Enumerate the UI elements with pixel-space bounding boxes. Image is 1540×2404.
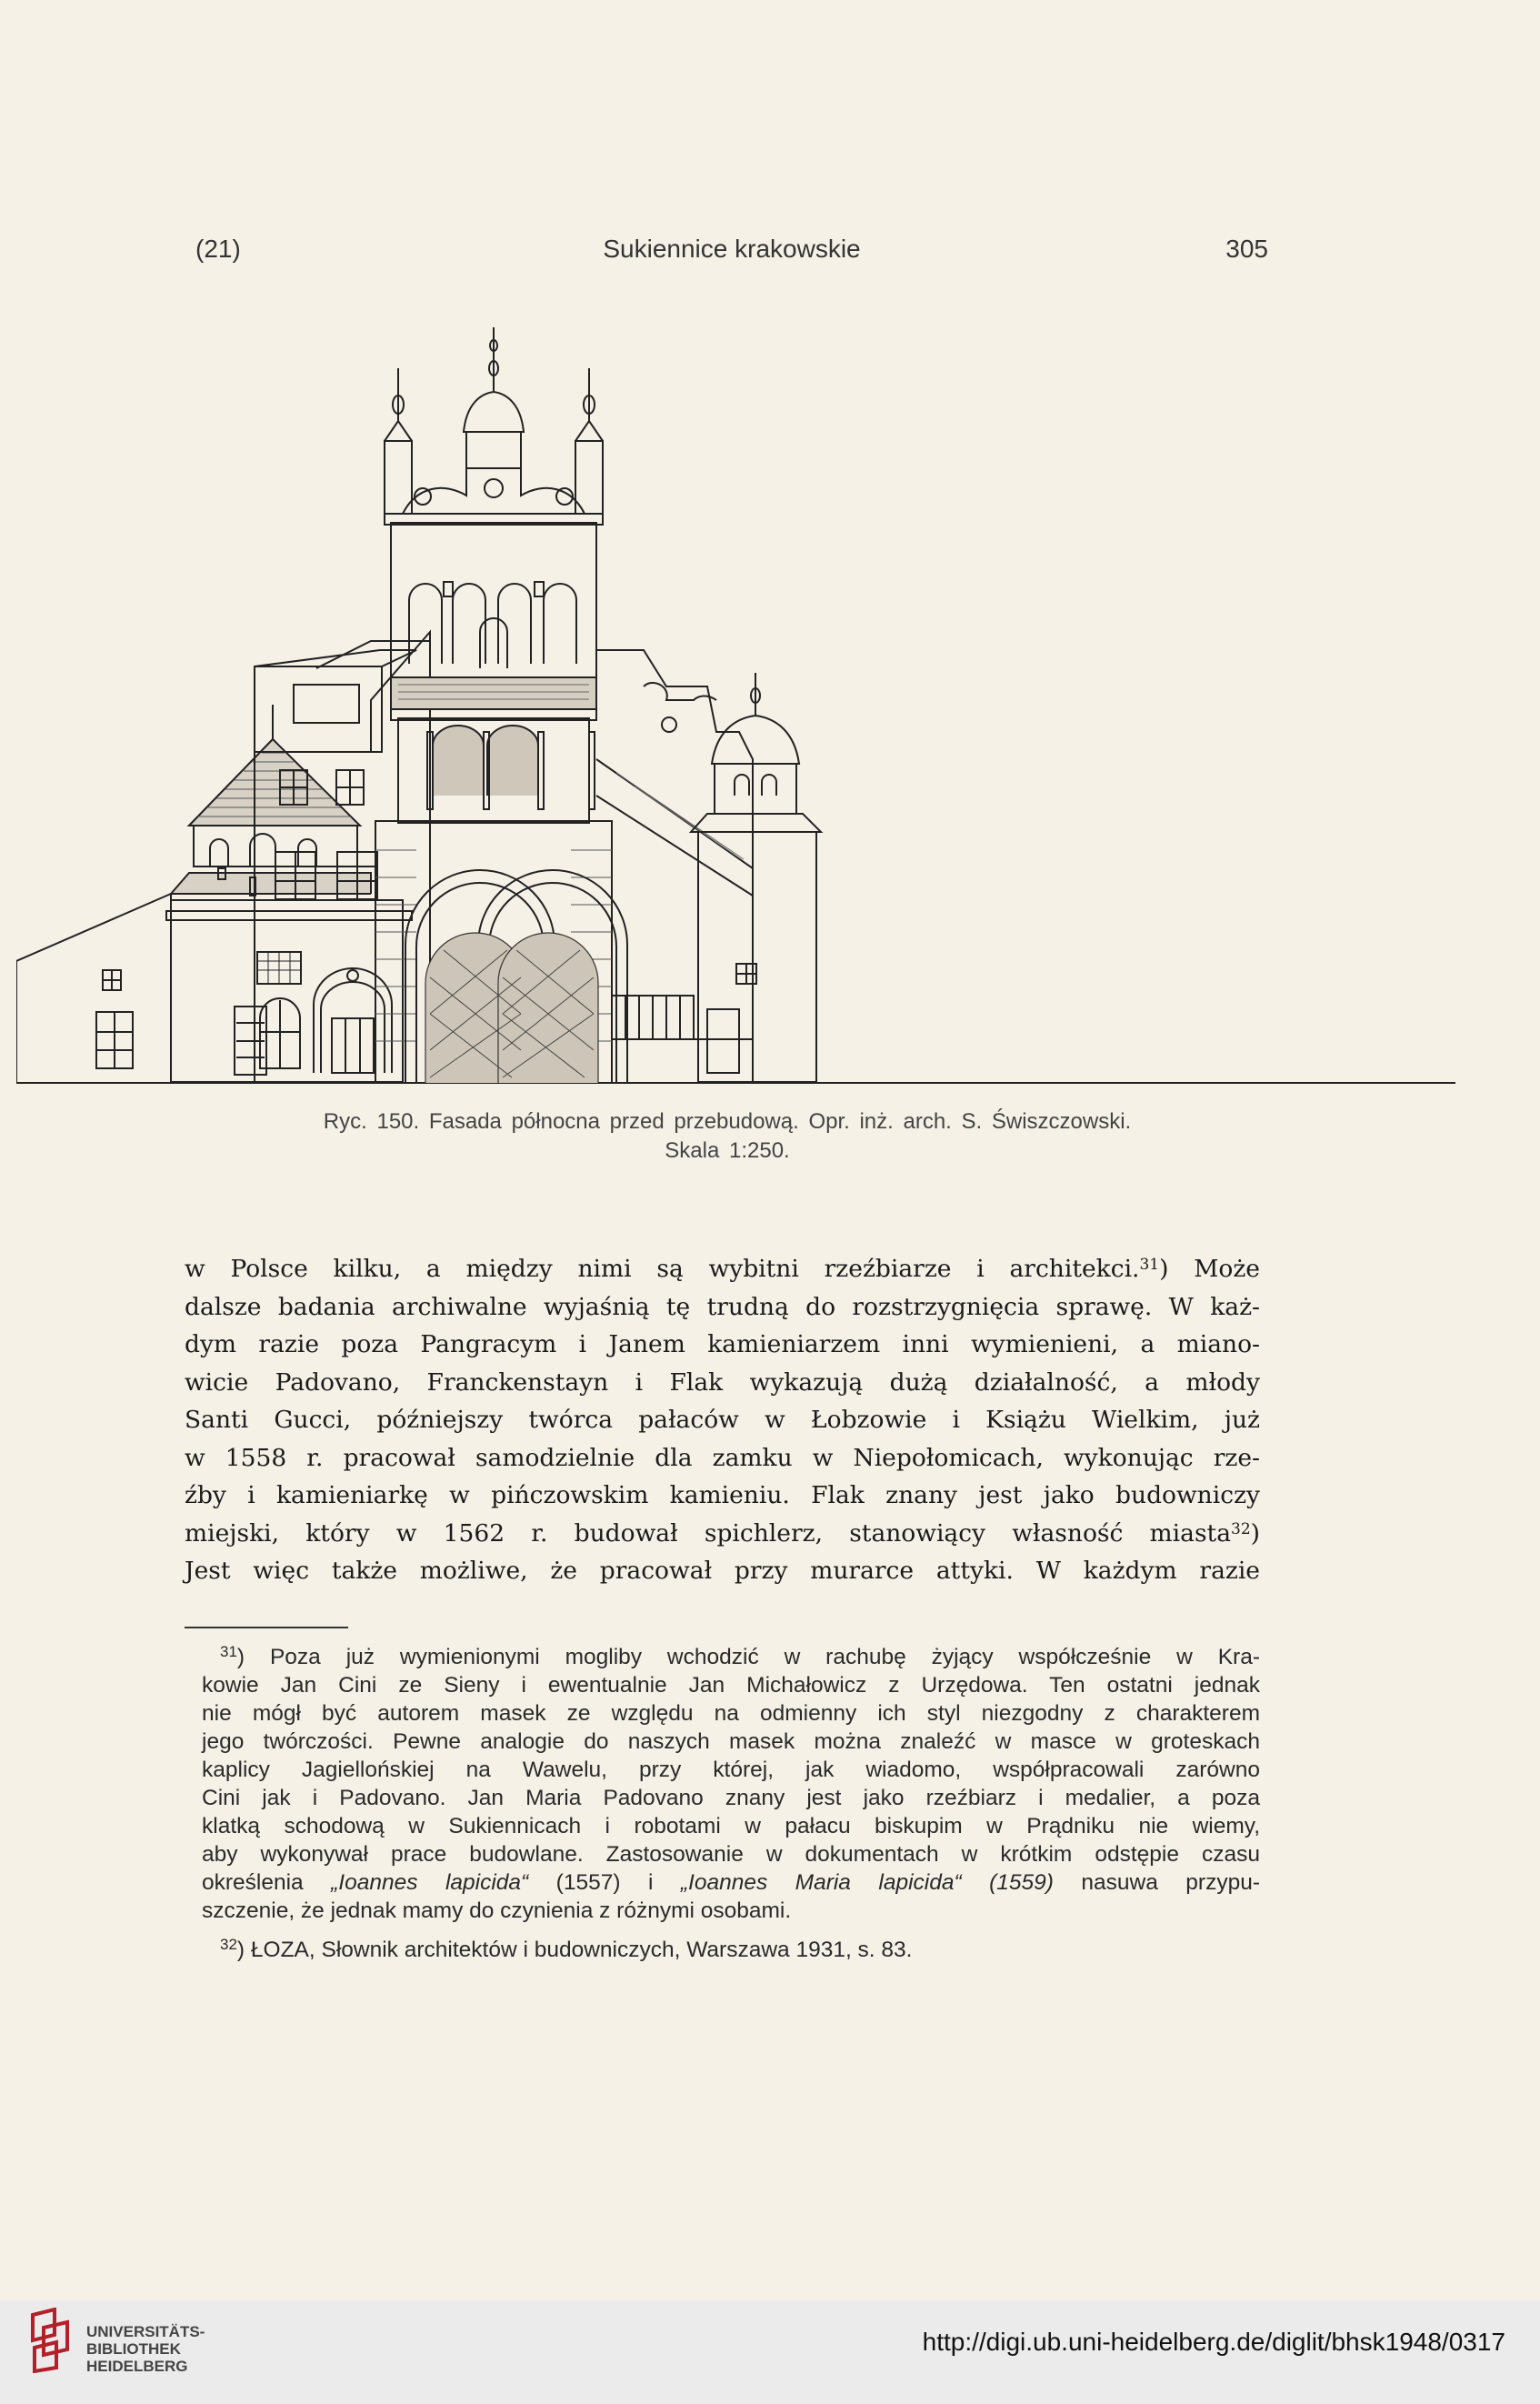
- running-header: [195, 235, 1268, 271]
- footnote-31-line: szczenie, że jednak mamy do czynienia z różnymi osobami.: [202, 1898, 792, 1923]
- footnote-31-line: kaplicy Jagiellońskiej na Wawelu, przy której, jak wiadomo, współpracowali zarówno: [202, 1758, 1260, 1782]
- footnotes: [202, 1643, 1260, 1964]
- footnote-31-line: kowie Jan Cini ze Sieny i ewentualnie Jan Michałowicz z Urzędowa. Ten ostatni jednak: [202, 1673, 1260, 1698]
- body-line: miejski, który w 1562 r. budował spichlerz, stanowiący własność miasta$^{32}$): [185, 1518, 1260, 1548]
- footnote-31-line: określenia „Ioannes lapicida“ (1557) i „Ioannes Maria lapicida“ (1559) nasuwa przypu-: [202, 1870, 1260, 1895]
- body-line: Jest więc także możliwe, że pracował przy murarce attyki. W każdym razie: [185, 1557, 1260, 1585]
- footnote-31-line: aby wykonywał prace budowlane. Zastosowanie w dokumentach w krótkim odstępie czasu: [202, 1842, 1260, 1867]
- footnote-separator: [185, 1627, 348, 1628]
- body-line: źby i kamieniarkę w pińczowskim kamieniu. Flak znany jest jako budowniczy: [185, 1481, 1260, 1509]
- running-title: Sukiennice krakowskie: [603, 235, 861, 263]
- footnote-31-line: Cini jak i Padovano. Jan Maria Padovano znany jest jako rzeźbiarz i medalier, a poza: [202, 1786, 1260, 1810]
- footnote-31-line: jego twórczości. Pewne analogie do naszych masek można znaleźć w masce w groteskach: [202, 1729, 1260, 1754]
- footnote-31-line: $^{31}$) Poza już wymienionymi mogliby wchodzić w rachubę żyjący współcześnie w Kra-: [220, 1643, 1260, 1669]
- body-line: Santi Gucci, późniejszy twórca pałaców w Łobzowie i Książu Wielkim, już: [185, 1406, 1260, 1434]
- footnote-ref[interactable]: 32: [1231, 1519, 1251, 1538]
- footnote-31-line: nie mógł być autorem masek ze względu na odmienny ich styl niezgodny z charakterem: [202, 1701, 1260, 1726]
- footnote-32: $^{32}$) ŁOZA, Słownik architektów i budowniczych, Warszawa 1931, s. 83.: [220, 1936, 913, 1962]
- body-line: w 1558 r. pracował samodzielnie dla zamku w Niepołomicach, wykonując rze-: [185, 1443, 1260, 1472]
- chapter-number: (21): [195, 235, 241, 263]
- facade-drawing: [16, 305, 1455, 1087]
- source-url-link[interactable]: http://digi.ub.uni-heidelberg.de/diglit/bhsk1948/0317: [922, 2328, 1505, 2356]
- footnote-number: 32: [220, 1936, 237, 1953]
- library-logo-text: UNIVERSITÄTS- BIBLIOTHEK HEIDELBERG: [86, 2323, 205, 2375]
- footnote-number: 31: [220, 1643, 237, 1660]
- body-line: dym razie poza Pangracym i Janem kamieniarzem inni wymienieni, a miano-: [185, 1330, 1260, 1358]
- body-text: [185, 1250, 1260, 1590]
- footnote-31-line: klatką schodową w Sukiennicach i robotami w pałacu biskupim w Prądniku nie wiemy,: [202, 1814, 1260, 1838]
- body-line: wicie Padovano, Franckenstayn i Flak wykazują dużą działalność, a młody: [185, 1367, 1260, 1397]
- library-logo-icon: [27, 2308, 75, 2373]
- caption-line-1: Ryc. 150. Fasada północna przed przebudową. Opr. inż. arch. S. Świszczowski.: [323, 1109, 1132, 1134]
- figure-caption: [173, 1107, 1282, 1166]
- caption-line-2: Skala 1:250.: [665, 1138, 790, 1163]
- page-number: 305: [1225, 235, 1268, 263]
- body-line: w Polsce kilku, a między nimi są wybitni rzeźbiarze i architekci.$^{31}$) Może: [185, 1255, 1260, 1283]
- footnote-ref[interactable]: 31: [1139, 1256, 1160, 1274]
- body-line: dalsze badania archiwalne wyjaśnią tę trudną do rozstrzygnięcia sprawę. W każ-: [185, 1292, 1260, 1321]
